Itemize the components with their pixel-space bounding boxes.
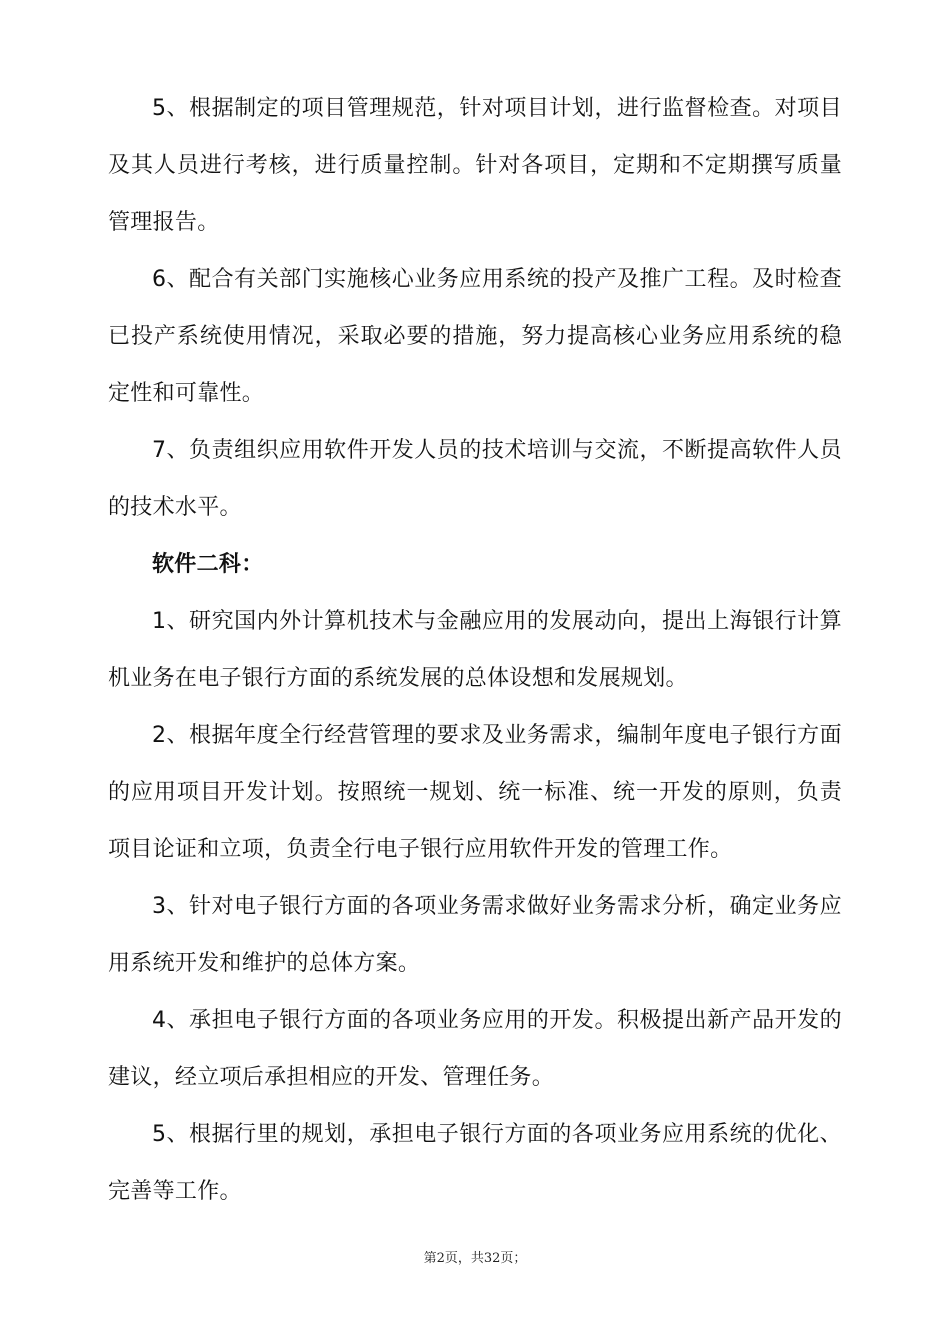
paragraph-item-3-requirements: 3、针对电子银行方面的各项业务需求做好业务需求分析，确定业务应用系统开发和维护的总体方案。 <box>108 894 842 976</box>
section-heading-software-dept-2: 软件二科： <box>152 552 264 577</box>
paragraph-item-4-development: 4、承担电子银行方面的各项业务应用的开发。积极提出新产品开发的建议，经立项后承担相应的开发、管理任务。 <box>108 1008 842 1090</box>
paragraph-item-2-annual-plan: 2、根据年度全行经营管理的要求及业务需求，编制年度电子银行方面的应用项目开发计划。按照统一规划、统一标准、统一开发的原则，负责项目论证和立项，负责全行电子银行应用软件开发的管理工作。 <box>108 723 842 862</box>
paragraph-item-6-system-rollout: 6、配合有关部门实施核心业务应用系统的投产及推广工程。及时检查已投产系统使用情况，采取必要的措施，努力提高核心业务应用系统的稳定性和可靠性。 <box>108 267 842 406</box>
paragraph-item-5-optimization: 5、根据行里的规划，承担电子银行方面的各项业务应用系统的优化、完善等工作。 <box>108 1122 842 1204</box>
paragraph-item-7-training: 7、负责组织应用软件开发人员的技术培训与交流，不断提高软件人员的技术水平。 <box>108 438 842 520</box>
document-body <box>108 80 842 1220</box>
page-footer: 第2页，共32页； <box>423 1251 527 1266</box>
paragraph-item-5-quality-control: 5、根据制定的项目管理规范，针对项目计划，进行监督检查。对项目及其人员进行考核，进行质量控制。针对各项目，定期和不定期撰写质量管理报告。 <box>108 96 842 235</box>
paragraph-item-1-research: 1、研究国内外计算机技术与金融应用的发展动向，提出上海银行计算机业务在电子银行方面的系统发展的总体设想和发展规划。 <box>108 609 842 691</box>
